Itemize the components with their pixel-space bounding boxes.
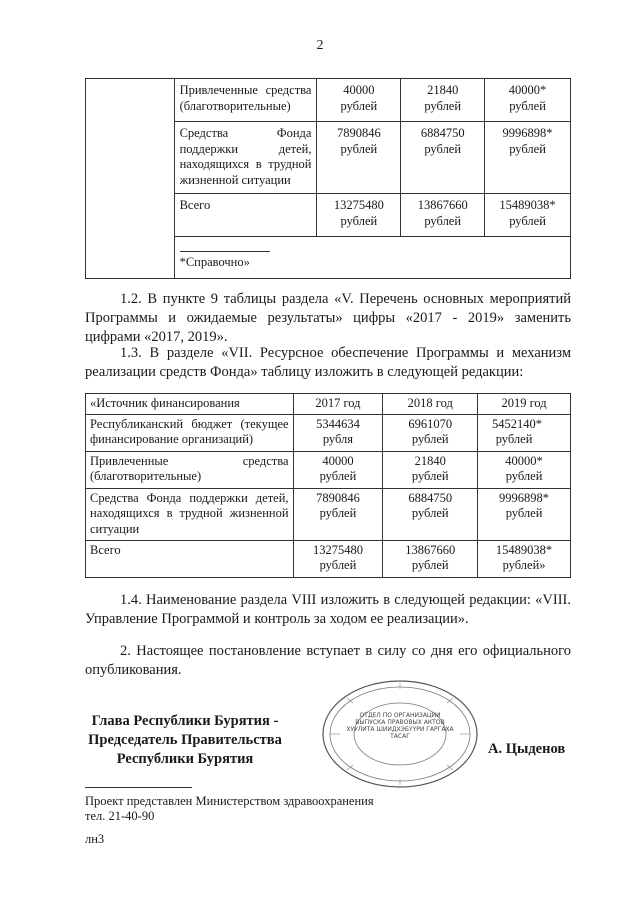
table-row [86, 414, 571, 451]
footnote: *Справочно» [179, 255, 250, 269]
value-2018: 13867660 рублей [383, 540, 478, 577]
value-2018: 6884750 рублей [401, 122, 485, 194]
value-2019: 5452140* рублей [478, 414, 571, 451]
signatory-title: Глава Республики Бурятия - Председатель Правительства Республики Бурятия [88, 713, 282, 767]
value-2017: 7890846 рублей [293, 488, 383, 540]
value-2017: 13275480 рублей [317, 194, 401, 237]
footer-divider [85, 787, 192, 788]
signatory-name: А. Цыденов [488, 741, 566, 757]
table-row [86, 79, 571, 122]
empty-cell [86, 79, 175, 279]
value-2019: 15489038* рублей [485, 194, 571, 237]
header-2017: 2017 год [293, 394, 383, 415]
value-2018: 6961070 рублей [383, 414, 478, 451]
funding-table-continuation [85, 78, 571, 279]
footnote-divider [180, 251, 270, 252]
value-2017: 13275480 рублей [293, 540, 383, 577]
header-2018: 2018 год [383, 394, 478, 415]
table-row [86, 488, 571, 540]
row-label: Привлеченные средства (благотворительные) [174, 79, 317, 122]
row-label: Средства Фонда поддержки детей, находящихся в трудной жизненной ситуации [174, 122, 317, 194]
footnote-cell [174, 237, 570, 279]
row-label: Всего [174, 194, 317, 237]
document-code: лн3 [85, 832, 105, 846]
paragraph-1-4: 1.4. Наименование раздела VIII изложить в следующей редакции: «VIII. Управление Программой и контроль за ходом ее реализации». [85, 592, 571, 627]
table-row [86, 540, 571, 577]
value-2017: 40000 рублей [317, 79, 401, 122]
value-2019: 40000* рублей [478, 451, 571, 488]
paragraph-2: 2. Настоящее постановление вступает в силу со дня его официального опубликования. [85, 643, 571, 678]
table-row [86, 451, 571, 488]
table-header-row [86, 394, 571, 415]
funding-table [85, 393, 571, 578]
row-label: Республиканский бюджет (текущее финансирование организаций) [86, 414, 294, 451]
footer-note: Проект представлен Министерством здравоохранения тел. 21-40-90 [85, 794, 374, 823]
row-label: Средства Фонда поддержки детей, находящихся в трудной жизненной ситуации [86, 488, 294, 540]
value-2019: 9996898* рублей [485, 122, 571, 194]
seal-text: ОТДЕЛ ПО ОРГАНИЗАЦИИ ВЫПУСКА ПРАВОВЫХ АКТОВ ХУУЛИТА ШИИДХЭБҮҮРИ ГАРГАХА ТАСАГ [346, 712, 454, 740]
row-label: Всего [86, 540, 294, 577]
value-2017: 5344634 рубля [293, 414, 383, 451]
value-2017: 7890846 рублей [317, 122, 401, 194]
row-label: Привлеченные средства (благотворительные) [86, 451, 294, 488]
paragraph-1-2: 1.2. В пункте 9 таблицы раздела «V. Перечень основных мероприятий Программы и ожидаемые результаты» цифры «2017 - 2019» заменить цифрами «2017, 2019». [85, 291, 571, 345]
value-2018: 6884750 рублей [383, 488, 478, 540]
value-2017: 40000 рублей [293, 451, 383, 488]
header-2019: 2019 год [478, 394, 571, 415]
value-2019: 9996898* рублей [478, 488, 571, 540]
page-number: 2 [316, 38, 324, 53]
value-2018: 13867660 рублей [401, 194, 485, 237]
value-2019: 15489038* рублей» [478, 540, 571, 577]
paragraph-1-3: 1.3. В разделе «VII. Ресурсное обеспечение Программы и механизм реализации средств Фонда» таблицу изложить в следующей редакции: [85, 345, 571, 380]
value-2018: 21840 рублей [401, 79, 485, 122]
header-source: «Источник финансирования [86, 394, 294, 415]
value-2019: 40000* рублей [485, 79, 571, 122]
value-2018: 21840 рублей [383, 451, 478, 488]
